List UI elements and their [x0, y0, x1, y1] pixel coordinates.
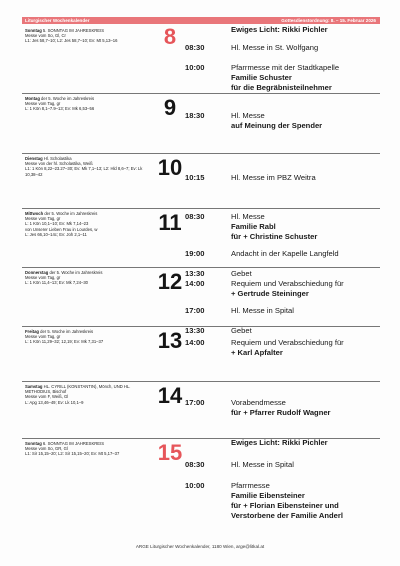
day-separator: [22, 381, 380, 382]
reading-line: L: 1 Kön 10,1–10; Ev: Mk 7,14–23: [25, 221, 89, 227]
service-line: Pfarrmesse mit der Stadtkapelle: [231, 63, 340, 72]
service-line: Hl. Messe in Spital: [231, 306, 294, 315]
reading-line: L: 1 Kön 11,4–13; Ev: Mk 7,24–30: [25, 280, 89, 286]
liturgy-info: [25, 270, 153, 286]
service-line: Familie Rabl: [231, 222, 276, 231]
reading-line: L: 1 Kön 8,1–7.9–13; Ev: Mk 6,53–56: [25, 106, 95, 112]
liturgy-info: [25, 28, 153, 44]
service-line: Hl. Messe im PBZ Weitra: [231, 173, 316, 182]
feast-label: der 5. Woche im Jahreskreis: [48, 270, 103, 275]
header-left-title: Liturgischer Wochenkalender: [25, 18, 90, 23]
reading-line: Messe vom So, Gl, Cr: [25, 33, 66, 39]
weekday-label: Montag: [25, 96, 40, 101]
service-line: Vorabendmesse: [231, 398, 286, 407]
feast-label: der 5. Woche im Jahreskreis: [43, 211, 98, 216]
service-time: 18:30: [185, 111, 205, 120]
service-description: [231, 481, 381, 521]
service-time: 08:30: [185, 43, 205, 52]
service-line: Ewiges Licht: Rikki Pichler: [231, 25, 328, 34]
reading-line: L: 1 Kön 11,29–32; 12,19; Ev: Mk 7,31–37: [25, 339, 104, 345]
weekday-label: Samstag: [25, 384, 43, 389]
service-time: 10:00: [185, 63, 205, 72]
reading-line: Messe vom Tag, gr: [25, 334, 61, 340]
service-description: [231, 438, 381, 448]
feast-label: HL. CYRILL (KONSTANTIN), Mönch, UND HL. METHODIUS, Bischof: [25, 384, 131, 395]
day-separator: [22, 93, 380, 94]
reading-line: Messe von der hl. Scholastika, Weiß: [25, 161, 93, 167]
reading-line: L1: 1 Kön 8,22–23.27–30; Ev: Mk 7,1–13; L2: Hld 8,6–7; Ev: Lk 10,38–42: [25, 166, 143, 177]
liturgy-info: [25, 441, 153, 457]
reading-line: Messe vom Tag, gr: [25, 275, 61, 281]
day-number: 15: [157, 440, 183, 465]
feast-label: der 5. Woche im Jahreskreis: [38, 329, 94, 334]
service-time: 10:15: [185, 173, 205, 182]
service-time: 14:00: [185, 279, 205, 288]
liturgy-info: [25, 211, 153, 237]
feast-label: 5. SONNTAG IM JAHRESKREIS: [41, 28, 105, 33]
day-number: 9: [163, 95, 177, 120]
service-line: Verstorbene der Familie Anderl: [231, 511, 343, 520]
service-line: + Karl Apfalter: [231, 348, 283, 357]
day-number: 8: [163, 24, 177, 49]
service-line: Pfarrmesse: [231, 481, 270, 490]
header-right-title: Gottesdienstordnung: 8. – 15. Februar 2026: [281, 18, 376, 23]
service-line: + Gertrude Steininger: [231, 289, 309, 298]
weekday-label: Sonntag: [25, 441, 42, 446]
reading-line: L1: Jes 58,7–10; L2: Jes 58,7–10; Ev: Mt 5,13–16: [25, 38, 118, 44]
service-time: 08:30: [185, 212, 205, 221]
service-description: [231, 306, 381, 316]
weekday-label: Mittwoch: [25, 211, 44, 216]
reading-line: L1: Sir 15,15–20; L2: Sir 15,15–20; Ev: Mt 5,17–37: [25, 451, 120, 457]
day-number: 11: [158, 210, 182, 235]
service-description: [231, 111, 381, 131]
service-line: Familie Schuster: [231, 73, 292, 82]
service-time: 08:30: [185, 460, 205, 469]
day-number: 14: [157, 383, 183, 408]
service-line: Hl. Messe in St. Wolfgang: [231, 43, 319, 52]
service-line: auf Meinung der Spender: [231, 121, 323, 130]
service-description: [231, 398, 381, 418]
day-separator: [22, 267, 380, 268]
footer-text: ARGE Liturgischer Wochenkalender, 1180 Wien, arge@litkal.at: [135, 544, 265, 549]
service-line: Hl. Messe: [231, 212, 265, 221]
day-number: 12: [157, 269, 183, 294]
service-line: Ewiges Licht: Rikki Pichler: [231, 438, 328, 447]
service-time: 10:00: [185, 481, 205, 490]
service-line: für + Pfarrer Rudolf Wagner: [231, 408, 331, 417]
weekday-label: Sonntag: [25, 28, 42, 33]
feast-label: Hl. Scholastika: [42, 156, 72, 161]
day-number: 13: [157, 328, 183, 353]
reading-line: Messe vom So, GR, Gl: [25, 446, 68, 452]
service-description: [231, 173, 381, 183]
service-description: [231, 63, 381, 93]
service-time: 17:00: [185, 398, 205, 407]
service-line: für + Florian Eibensteiner und: [231, 501, 339, 510]
day-separator: [22, 208, 380, 209]
service-description: [231, 212, 381, 242]
service-description: [231, 25, 381, 35]
service-description: [231, 326, 381, 336]
service-line: Requiem und Verabschiedung für: [231, 279, 344, 288]
service-description: [231, 43, 381, 53]
reading-line: Messe vom Tag, gr: [25, 101, 61, 107]
service-line: Hl. Messe: [231, 111, 265, 120]
day-number: 10: [157, 155, 183, 180]
service-description: [231, 249, 381, 259]
liturgy-info: [25, 384, 153, 405]
weekday-label: Donnerstag: [25, 270, 49, 275]
header-bar: [22, 17, 380, 24]
service-line: für die Begräbnisteilnehmer: [231, 83, 332, 92]
reading-line: L: Apg 13,46–49; Ev: Lk 10,1–9: [25, 399, 84, 405]
service-line: für + Christine Schuster: [231, 232, 318, 241]
service-time: 19:00: [185, 249, 205, 258]
reading-line: Messe vom F, Weiß, Gl: [25, 394, 69, 400]
weekday-label: Dienstag: [25, 156, 43, 161]
service-time: 13:30: [185, 326, 205, 335]
feast-label: der 5. Woche im Jahreskreis: [39, 96, 95, 101]
service-line: Familie Eibensteiner: [231, 491, 305, 500]
service-description: [231, 338, 381, 358]
feast-label: 6. SONNTAG IM JAHRESKREIS: [41, 441, 105, 446]
service-description: [231, 279, 381, 299]
reading-line: L: Jes 66,10–14c; Ev: Joh 2,1–11: [25, 231, 87, 237]
service-line: Gebet: [231, 326, 252, 335]
reading-line: Messe vom Tag, gr: [25, 216, 61, 222]
day-separator: [22, 153, 380, 154]
weekday-label: Freitag: [25, 329, 39, 334]
service-description: [231, 460, 381, 470]
service-time: 13:30: [185, 269, 205, 278]
service-time: 17:00: [185, 306, 205, 315]
liturgy-info: [25, 156, 153, 177]
liturgy-info: [25, 329, 153, 345]
service-line: Andacht in der Kapelle Langfeld: [231, 249, 339, 258]
service-time: 14:00: [185, 338, 205, 347]
service-description: [231, 269, 381, 279]
service-line: Hl. Messe in Spital: [231, 460, 294, 469]
liturgy-info: [25, 96, 153, 112]
service-line: Gebet: [231, 269, 252, 278]
reading-line: von Unserer Lieben Frau in Lourdes, w: [25, 226, 98, 232]
service-line: Requiem und Verabschiedung für: [231, 338, 344, 347]
